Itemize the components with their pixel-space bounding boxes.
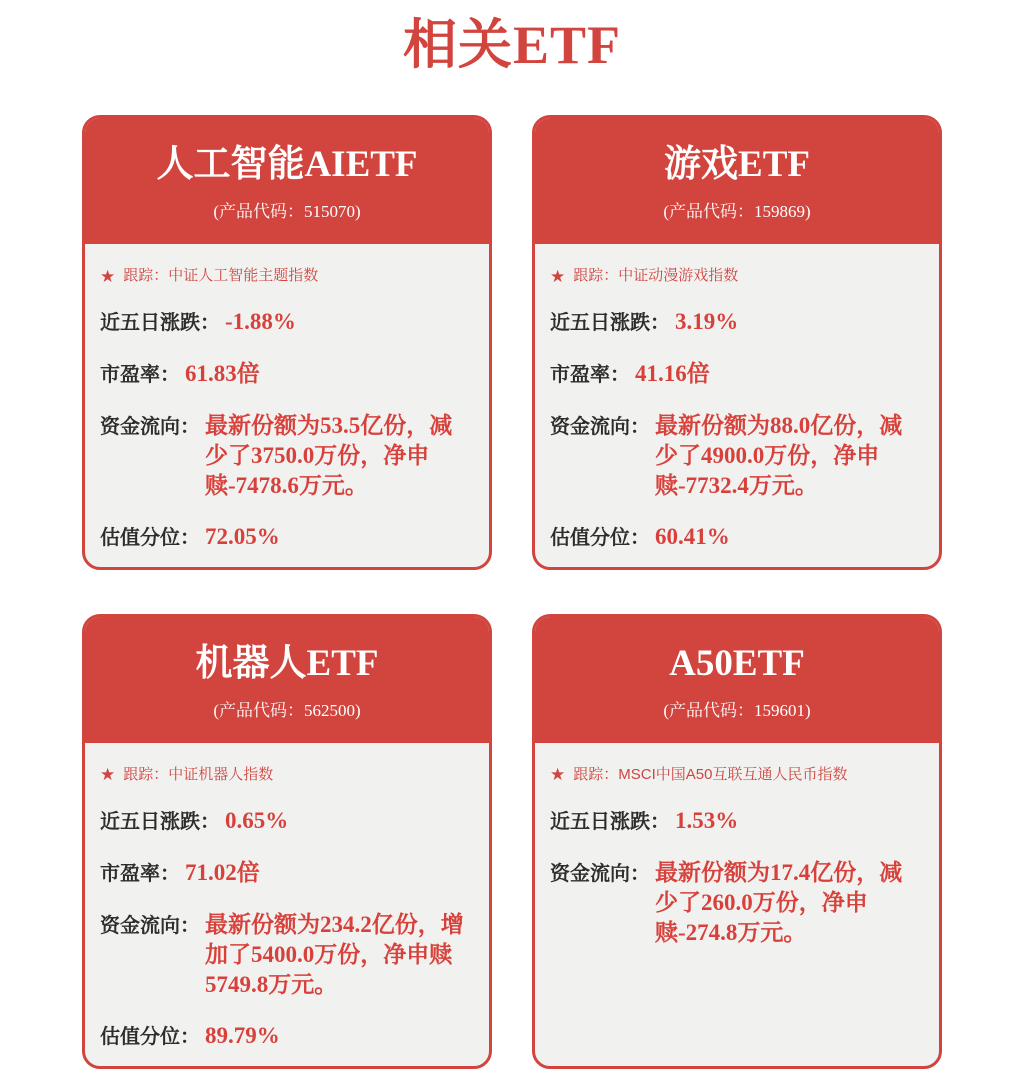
tracking-line xyxy=(100,765,473,785)
etf-card xyxy=(82,115,492,570)
etf-product-code: (产品代码：159869) xyxy=(663,201,811,221)
stat-row xyxy=(550,858,923,948)
tracking-text: 跟踪：MSCI中国A50互联互通人民币指数 xyxy=(573,765,848,783)
etf-card-header xyxy=(535,118,939,244)
etf-name: 游戏ETF xyxy=(664,144,810,186)
stat-value: 最新份额为88.0亿份，减少了4900.0万份，净申赎-7732.4万元。 xyxy=(655,413,903,499)
stat-value: 3.19% xyxy=(675,309,739,335)
stat-row xyxy=(550,307,923,338)
stat-label: 市盈率： xyxy=(550,364,630,387)
page-title: 相关ETF xyxy=(402,15,622,75)
stat-value: 41.16倍 xyxy=(635,361,710,387)
stat-row xyxy=(100,307,473,338)
etf-card-header xyxy=(535,617,939,743)
stat-row xyxy=(550,806,923,837)
stat-value: 72.05% xyxy=(205,524,280,550)
stat-value: 61.83倍 xyxy=(185,361,260,387)
stat-label: 资金流向： xyxy=(550,862,650,885)
stat-row xyxy=(100,858,473,889)
stat-value: 最新份额为53.5亿份，减少了3750.0万份，净申赎-7478.6万元。 xyxy=(205,413,453,499)
stat-label: 估值分位： xyxy=(100,527,200,550)
stat-row xyxy=(100,411,473,501)
etf-card-header xyxy=(85,617,489,743)
stat-row xyxy=(100,359,473,390)
stat-label: 估值分位： xyxy=(100,1025,200,1048)
stat-value: 71.02倍 xyxy=(185,859,260,885)
etf-card-body xyxy=(535,743,939,962)
star-icon: ★ xyxy=(550,765,566,785)
tracking-text: 跟踪：中证机器人指数 xyxy=(123,765,274,783)
stat-label: 市盈率： xyxy=(100,862,180,885)
tracking-line xyxy=(550,266,923,286)
etf-card-body xyxy=(85,743,489,1066)
stat-value: 60.41% xyxy=(655,524,730,550)
etf-product-code: (产品代码：515070) xyxy=(213,201,361,221)
stat-label: 估值分位： xyxy=(550,527,650,550)
tracking-text: 跟踪：中证人工智能主题指数 xyxy=(123,267,319,285)
stat-value: 89.79% xyxy=(205,1022,280,1048)
etf-card-body xyxy=(535,244,939,567)
etf-card xyxy=(82,614,492,1069)
tracking-line xyxy=(100,266,473,286)
stat-label: 近五日涨跌： xyxy=(550,810,670,833)
stat-label: 资金流向： xyxy=(550,416,650,439)
stat-label: 资金流向： xyxy=(100,416,200,439)
stat-value: 最新份额为17.4亿份，减少了260.0万份，净申赎-274.8万元。 xyxy=(655,859,903,945)
star-icon: ★ xyxy=(100,266,116,286)
stat-label: 市盈率： xyxy=(100,364,180,387)
stat-row xyxy=(550,359,923,390)
stat-label: 近五日涨跌： xyxy=(100,312,220,335)
etf-card xyxy=(532,115,942,570)
stat-row xyxy=(100,806,473,837)
etf-product-code: (产品代码：562500) xyxy=(213,700,361,720)
etf-product-code: (产品代码：159601) xyxy=(663,700,811,720)
tracking-line xyxy=(550,765,923,785)
stat-row xyxy=(550,411,923,501)
stat-row xyxy=(100,522,473,553)
stat-value: 1.53% xyxy=(675,807,739,833)
stat-value: -1.88% xyxy=(225,309,296,335)
stat-label: 资金流向： xyxy=(100,914,200,937)
star-icon: ★ xyxy=(100,765,116,785)
etf-name: 机器人ETF xyxy=(195,643,379,685)
etf-name: A50ETF xyxy=(669,643,805,685)
star-icon: ★ xyxy=(550,266,566,286)
stat-value: 最新份额为234.2亿份，增加了5400.0万份，净申赎5749.8万元。 xyxy=(205,911,464,997)
stat-label: 近五日涨跌： xyxy=(550,312,670,335)
etf-cards-grid xyxy=(0,76,1024,1069)
stat-value: 0.65% xyxy=(225,807,289,833)
tracking-text: 跟踪：中证动漫游戏指数 xyxy=(573,267,739,285)
etf-card-body xyxy=(85,244,489,567)
stat-row xyxy=(100,910,473,1000)
stat-row xyxy=(100,1021,473,1052)
etf-card-header xyxy=(85,118,489,244)
etf-name: 人工智能AIETF xyxy=(156,144,418,186)
stat-row xyxy=(550,522,923,553)
etf-card xyxy=(532,614,942,1069)
stat-label: 近五日涨跌： xyxy=(100,810,220,833)
